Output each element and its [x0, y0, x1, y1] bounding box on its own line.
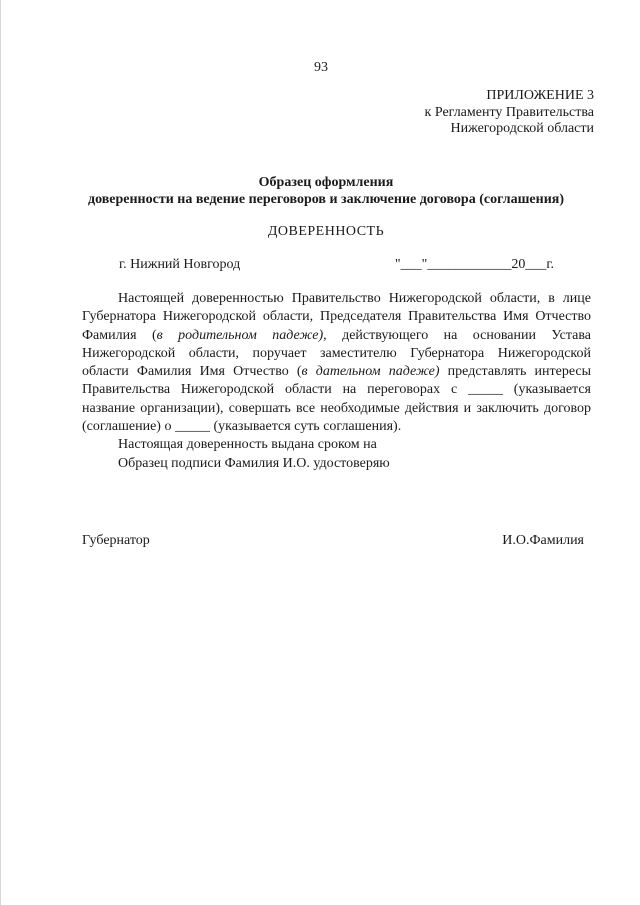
p1-part-2: , действующего на основании Устава Нижегородской области, поручает заместителю Губернатора Нижегородской области Фамилия Имя Отчество (	[82, 327, 591, 380]
appendix-line-1: ПРИЛОЖЕНИЕ 3	[486, 88, 594, 103]
place-date-row	[119, 257, 554, 273]
title-line-1: Образец оформления	[258, 175, 394, 190]
p1-italic-2: в дательном падеже)	[301, 364, 440, 380]
paragraph-3: Образец подписи Фамилия И.О. удостоверяю	[118, 455, 390, 471]
paragraph-2: Настоящая доверенность выдана сроком на	[118, 437, 377, 453]
signature-row	[82, 533, 584, 549]
signature-name: И.О.Фамилия	[502, 533, 584, 548]
document-title	[61, 174, 591, 208]
place: г. Нижний Новгород	[119, 257, 241, 272]
body-text	[82, 290, 591, 473]
signature-position: Губернатор	[82, 533, 150, 548]
paragraph-1	[82, 290, 591, 436]
p1-italic-1: в родительном падеже)	[156, 327, 324, 343]
page-number: 93	[314, 60, 328, 75]
date: "___"____________20___г.	[394, 257, 554, 272]
appendix-line-2: к Регламенту Правительства	[424, 104, 594, 120]
title-line-2: доверенности на ведение переговоров и заключение договора (соглашения)	[87, 192, 564, 207]
appendix-line-3: Нижегородской области	[450, 121, 594, 136]
p1-part-1: Настоящей доверенностью Правительство Нижегородской области, в лице Губернатора Нижегородской области, Председателя Правительства Имя Отчество Фамилия (	[82, 291, 591, 343]
appendix-block	[425, 88, 594, 138]
p1-part-3: представлять интересы Правительства Нижегородской области на переговорах с _____ (указывается название организации), совершать все необходимые действия и заключить договор (соглашение) о _____ (указывается суть соглашения).	[82, 364, 591, 435]
doc-heading: ДОВЕРЕННОСТЬ	[267, 224, 385, 239]
